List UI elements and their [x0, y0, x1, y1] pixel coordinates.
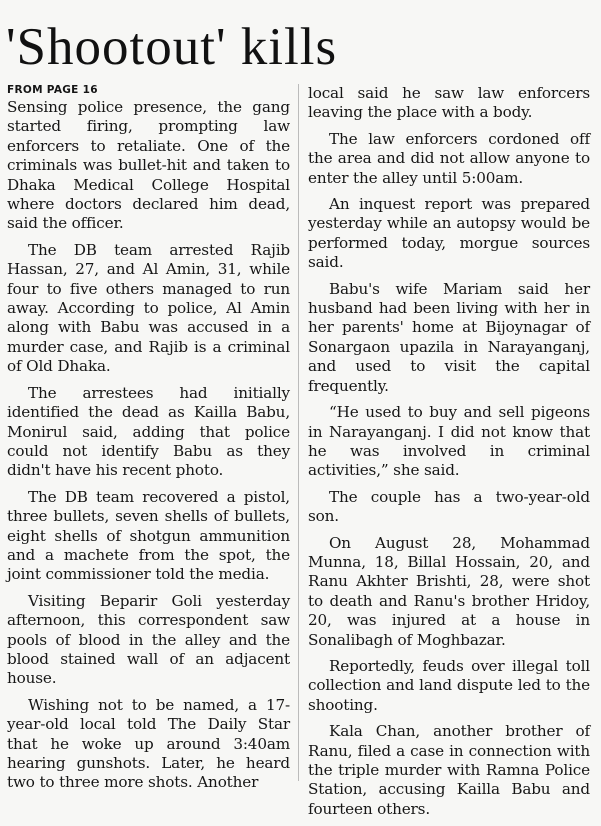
column-divider	[298, 84, 299, 781]
paragraph: Wishing not to be named, a 17-year-old local told The Daily Star that he woke up around 3:40am hearing gunshots. Later, he heard two to three more shots. Another	[7, 695, 290, 792]
paragraph: On August 28, Mohammad Munna, 18, Billal Hossain, 20, and Ranu Akhter Brishti, 28, were shot to death and Ranu's brother Hridoy, 20, was injured at a house in Sonalibagh of Moghbazar.	[308, 533, 590, 649]
paragraph: The DB team arrested Rajib Hassan, 27, and Al Amin, 31, while four to five others managed to run away. According to police, Al Amin along with Babu was accused in a murder case, and Rajib is a criminal of Old Dhaka.	[7, 240, 290, 376]
paragraph: The law enforcers cordoned off the area and did not allow anyone to enter the alley until 5:00am.	[308, 129, 590, 187]
paragraph: Reportedly, feuds over illegal toll collection and land dispute led to the shooting.	[308, 656, 590, 714]
left-column	[7, 83, 290, 800]
headline: 'Shootout' kills	[6, 18, 338, 76]
right-column	[308, 84, 590, 826]
paragraph: local said he saw law enforcers leaving the place with a body.	[308, 84, 590, 122]
paragraph: The arrestees had initially identified the dead as Kailla Babu, Monirul said, adding that police could not identify Babu as they didn't have his recent photo.	[7, 383, 290, 480]
paragraph: Visiting Beparir Goli yesterday afternoon, this correspondent saw pools of blood in the alley and the blood stained wall of an adjacent house.	[7, 591, 290, 688]
paragraph: An inquest report was prepared yesterday while an autopsy would be performed today, morgue sources said.	[308, 195, 590, 272]
paragraph: Babu's wife Mariam said her husband had been living with her in her parents' home at Bijoynagar of Sonargaon upazila in Narayanganj, and used to visit the capital frequently.	[308, 279, 590, 395]
dateline: FROM PAGE 16	[7, 84, 98, 96]
paragraph: The couple has a two-year-old son.	[308, 487, 590, 526]
paragraph: Kala Chan, another brother of Ranu, filed a case in connection with the triple murder with Ramna Police Station, accusing Kailla Babu and fourteen others.	[308, 722, 590, 818]
paragraph: The DB team recovered a pistol, three bullets, seven shells of bullets, eight shells of shotgun ammunition and a machete from the spot, the joint commissioner told the media.	[7, 487, 290, 584]
paragraph: “He used to buy and sell pigeons in Narayanganj. I did not know that he was involved in criminal activities,” she said.	[308, 403, 590, 480]
paragraph: Sensing police presence, the gang started firing, prompting law enforcers to retaliate. One of the criminals was bullet-hit and taken to Dhaka Medical College Hospital where doctors declared him dead, said the officer.	[7, 98, 290, 233]
